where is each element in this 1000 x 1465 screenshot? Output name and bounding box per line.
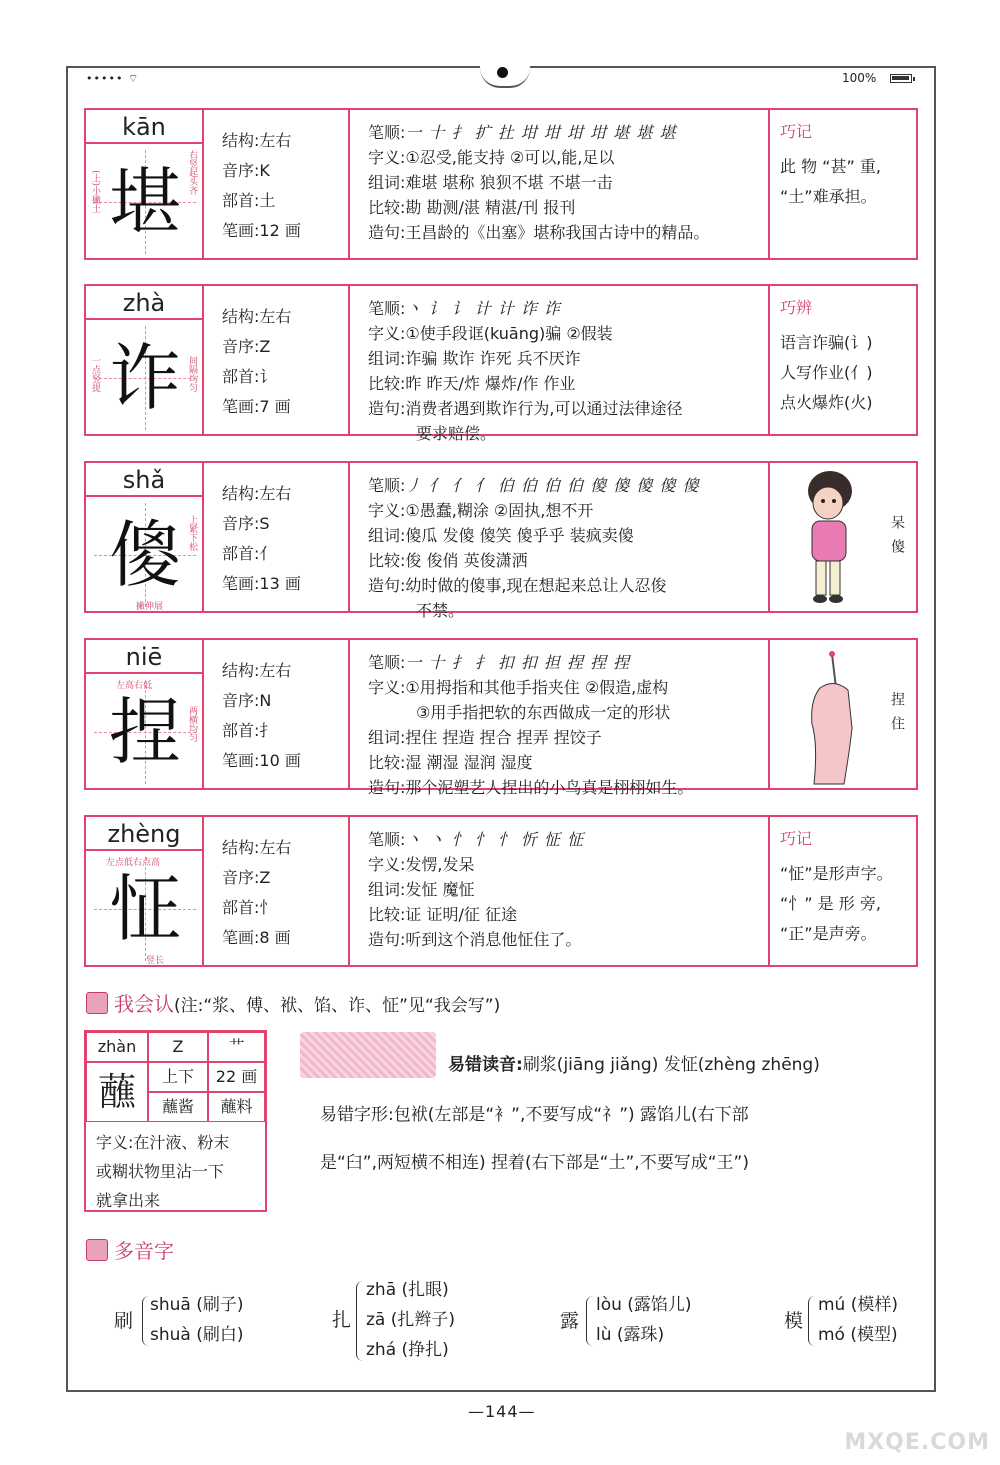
- compare: 比较:湿 潮湿 湿润 湿度: [368, 753, 533, 772]
- compare: 比较:勘 勘测/湛 精湛/刊 报刊: [368, 198, 576, 217]
- char-card-sha: [84, 461, 918, 620]
- detail-column: [350, 817, 770, 965]
- writing-note-right: 间隔均匀: [187, 356, 197, 392]
- pinyin-order: 音序:K: [222, 161, 270, 180]
- section-polyphone-title: 多音字: [86, 1235, 174, 1264]
- mini-radical: 艹: [208, 1032, 265, 1062]
- pinyin: niē: [86, 640, 202, 674]
- char-column: [86, 110, 204, 258]
- section-note: (注:“浆、傅、袱、馅、诈、怔”见“我会写”): [174, 996, 501, 1016]
- info-column: [204, 817, 350, 965]
- char-column: [86, 463, 204, 611]
- sentence: 造句:听到这个消息他怔住了。: [368, 930, 582, 949]
- tip-line: 点火爆炸(火): [780, 393, 873, 412]
- wifi-icon: ⌔: [127, 72, 140, 85]
- writing-note-right: 右竖起头齐: [187, 150, 197, 195]
- mini-word: 蘸料: [208, 1092, 265, 1122]
- compare: 比较:证 证明/征 征途: [368, 905, 517, 924]
- meaning: 字义:发愣,发呆: [368, 855, 475, 874]
- tian-grid: [94, 503, 196, 607]
- stroke-count: 笔画:13 画: [222, 574, 301, 593]
- info-column: [204, 110, 350, 258]
- error-writing-cont: 是“臼”,两短横不相连) 捏着(右下部是“土”,不要写成“王”): [320, 1153, 749, 1173]
- tip-line: “土”难承担。: [780, 187, 877, 206]
- tip-line: “怔”是形声字。: [780, 864, 893, 883]
- tip-badge: [300, 1032, 436, 1078]
- silly-person-illustration: [790, 469, 870, 609]
- tip-title: 巧记: [780, 122, 813, 141]
- pinyin-order: 音序:S: [222, 514, 270, 533]
- stroke-count: 笔画:12 画: [222, 221, 301, 240]
- tip-line: 人写作业(亻): [780, 363, 873, 382]
- camera-icon: [497, 67, 508, 78]
- compare: 比较:昨 昨天/炸 爆炸/作 作业: [368, 374, 576, 393]
- char-column: [86, 817, 204, 965]
- structure: 结构:左右: [222, 484, 292, 503]
- info-column: [204, 463, 350, 611]
- writing-note-left: 一点竖提: [90, 356, 100, 392]
- stroke-order: 笔顺:⼀ ⼗ 扌 扩 扗 坩 坩 坩 坩 堪 堪 堪: [368, 123, 677, 142]
- tip-title: 巧记: [780, 829, 813, 848]
- section-icon: [86, 992, 108, 1014]
- meaning: 字义:①使手段诓(kuāng)骗 ②假装: [368, 324, 613, 343]
- pinyin: shǎ: [86, 463, 202, 497]
- radical: 部首:讠: [222, 367, 276, 386]
- stroke-count: 笔画:10 画: [222, 751, 301, 770]
- tip-column: [770, 817, 916, 965]
- page-number: —144—: [468, 1402, 536, 1421]
- mini-order: Z: [148, 1032, 208, 1062]
- detail-column: [350, 110, 770, 258]
- tip-column: [770, 286, 916, 434]
- meaning-cont: ③用手指把软的东西做成一定的形状: [416, 703, 671, 722]
- sentence-cont: 不禁。: [416, 601, 465, 620]
- stroke-order: 笔顺:丶 讠 讠 计 计 诈 诈: [368, 299, 561, 318]
- detail-column: [350, 286, 770, 443]
- sentence: 造句:幼时做的傻事,现在想起来总让人忍俊: [368, 576, 667, 595]
- mini-pinyin: zhàn: [86, 1032, 148, 1062]
- writing-note-left: (上)小撇土: [90, 170, 100, 214]
- info-column: [204, 640, 350, 788]
- sentence: 造句:消费者遇到欺诈行为,可以通过法律途径: [368, 399, 683, 418]
- detail-column: [350, 640, 770, 797]
- stroke-order: 笔顺:丿 亻 亻 亻 伯 伯 伯 伯 傻 傻 傻 傻 傻: [368, 476, 700, 495]
- mini-structure: 上下: [148, 1062, 208, 1092]
- pinyin: zhà: [86, 286, 202, 320]
- tip-line: 语言诈骗(讠): [780, 333, 873, 352]
- tip-line: 此 物 “甚” 重,: [780, 157, 881, 176]
- stroke-order: 笔顺:丶 丶 忄 忄 忄 忻 怔 怔: [368, 830, 585, 849]
- tian-grid: [94, 150, 196, 254]
- char-column: [86, 640, 204, 788]
- structure: 结构:左右: [222, 838, 292, 857]
- structure: 结构:左右: [222, 131, 292, 150]
- meaning: 字义:①用拇指和其他手指夹住 ②假造,虚构: [368, 678, 669, 697]
- tip-column: [770, 110, 916, 258]
- words: 组词:难堪 堪称 狼狈不堪 不堪一击: [368, 173, 613, 192]
- char-card-zha: [84, 284, 918, 443]
- words: 组词:捏住 捏造 捏合 捏弄 捏饺子: [368, 728, 602, 747]
- section-icon: [86, 1239, 108, 1261]
- error-writing: 易错字形:包袱(左部是“衤”,不要写成“礻”) 露馅儿(右下部: [320, 1105, 749, 1125]
- hanzi: 诈: [108, 336, 181, 420]
- mini-definition: 字义:在汁液、粉末 或糊状物里沾一下 就拿出来: [96, 1133, 230, 1210]
- structure: 结构:左右: [222, 661, 292, 680]
- illustration-column: [770, 463, 916, 611]
- mini-strokes: 22 画: [208, 1062, 265, 1092]
- watermark: MXQE.COM: [844, 1430, 990, 1455]
- mini-hanzi: 蘸: [86, 1062, 148, 1122]
- writing-note-right: 上紧下松: [187, 515, 197, 551]
- char-column: [86, 286, 204, 434]
- radical: 部首:扌: [222, 721, 276, 740]
- stroke-order: 笔顺:一 十 扌 扌 扣 扣 担 捏 捏 捏: [368, 653, 631, 672]
- compare: 比较:俊 俊俏 英俊潇洒: [368, 551, 528, 570]
- pinyin-order: 音序:Z: [222, 337, 271, 356]
- pinching-hand-illustration: [800, 648, 870, 786]
- structure: 结构:左右: [222, 307, 292, 326]
- pinyin: zhèng: [86, 817, 202, 851]
- writing-note-top: 左高右低: [116, 681, 153, 691]
- writing-note-bottom: 竖长: [146, 956, 165, 966]
- hanzi: 捏: [108, 690, 181, 774]
- pinyin: kān: [86, 110, 202, 144]
- words: 组词:发怔 魔怔: [368, 880, 475, 899]
- detail-column: [350, 463, 770, 620]
- words: 组词:傻瓜 发傻 傻笑 傻乎乎 装疯卖傻: [368, 526, 634, 545]
- pinyin-order: 音序:Z: [222, 868, 271, 887]
- words: 组词:诈骗 欺诈 诈死 兵不厌诈: [368, 349, 581, 368]
- sentence: 造句:王昌龄的《出塞》堪称我国古诗中的精品。: [368, 223, 710, 242]
- battery-label: 100%: [842, 71, 877, 85]
- hanzi: 堪: [108, 160, 181, 244]
- figure-caption: 呆傻: [889, 515, 905, 563]
- meaning: 字义:①愚蠢,糊涂 ②固执,想不开: [368, 501, 594, 520]
- meaning: 字义:①忍受,能支持 ②可以,能,足以: [368, 148, 615, 167]
- error-reading: 易错读音:刷浆(jiāng jiǎng) 发怔(zhèng zhēng): [448, 1055, 820, 1075]
- stroke-count: 笔画:7 画: [222, 397, 291, 416]
- mini-word: 蘸酱: [148, 1092, 208, 1122]
- writing-note-right: 两横均匀: [187, 706, 197, 742]
- tip-line: “正”是声旁。: [780, 924, 877, 943]
- illustration-column: [770, 640, 916, 788]
- writing-note-bottom: 撇伸展: [136, 602, 164, 612]
- char-card-kan: [84, 108, 918, 260]
- tian-grid: [94, 680, 196, 784]
- hanzi: 怔: [108, 867, 181, 951]
- section-recognize-title: 我会认(注:“浆、傅、袱、馅、诈、怔”见“我会写”): [86, 988, 500, 1017]
- sentence-cont: 要求赔偿。: [416, 424, 497, 443]
- hanzi: 傻: [108, 513, 181, 597]
- info-column: [204, 286, 350, 434]
- figure-caption: 捏住: [889, 692, 905, 740]
- tian-grid: [94, 857, 196, 961]
- radical: 部首:忄: [222, 898, 276, 917]
- sentence: 造句:那个泥塑艺人捏出的小鸟真是栩栩如生。: [368, 778, 694, 797]
- stroke-count: 笔画:8 画: [222, 928, 291, 947]
- tip-line: “忄” 是 形 旁,: [780, 894, 881, 913]
- radical: 部首:土: [222, 191, 276, 210]
- mini-char-card: [84, 1030, 267, 1212]
- tian-grid: [94, 326, 196, 430]
- radical: 部首:亻: [222, 544, 276, 563]
- char-card-zheng: [84, 815, 918, 967]
- char-card-nie: [84, 638, 918, 797]
- tip-title: 巧辨: [780, 298, 813, 317]
- writing-note-top: 左点低右点高: [106, 858, 161, 868]
- battery-icon: [890, 74, 912, 83]
- pinyin-order: 音序:N: [222, 691, 272, 710]
- signal-icon: ••••• ⌔: [86, 72, 140, 85]
